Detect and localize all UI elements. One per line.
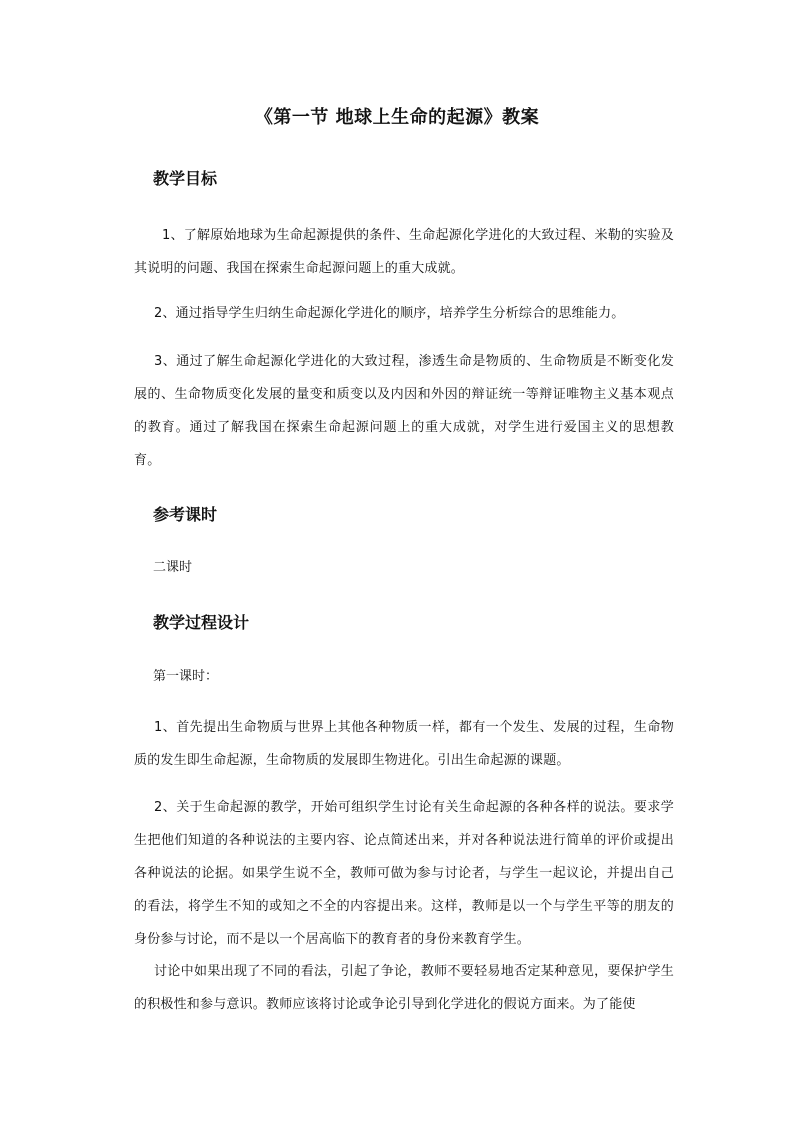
objective-item-1: 1、了解原始地球为生命起源提供的条件、生命起源化学进化的大致过程、米勒的实验及其说明的问题、我国在探索生命起源问题上的重大成就。 <box>134 228 674 276</box>
lesson-label: 第一课时： <box>153 669 219 684</box>
heading-teaching-process: 教学过程设计 <box>153 613 250 632</box>
objective-item-3: 3、通过了解生命起源化学进化的大致过程，渗透生命是物质的、生命物质是不断变化发展的、生命物质变化发展的量变和质变以及内因和外因的辩证统一等辩证唯物主义基本观点的教育。通过了解我国在探索生命起源问题上的重大成就，对学生进行爱国主义的思想教育。 <box>134 354 674 468</box>
heading-reference-hours: 参考课时 <box>153 505 218 524</box>
reference-hours-value: 二课时 <box>153 560 193 575</box>
process-item-2: 2、关于生命起源的教学，开始可组织学生讨论有关生命起源的各种各样的说法。要求学生把他们知道的各种说法的主要内容、论点简述出来，并对各种说法进行简单的评价或提出各种说法的论据。如果学生说不全，教师可做为参与讨论者，与学生一起议论，并提出自己的看法，将学生不知的或知之不全的内容提出来。这样，教师是以一个与学生平等的朋友的身份参与讨论，而不是以一个居高临下的教育者的身份来教育学生。 <box>134 800 674 947</box>
objective-item-2: 2、通过指导学生归纳生命起源化学进化的顺序，培养学生分析综合的思维能力。 <box>154 306 625 321</box>
process-item-1: 1、首先提出生命物质与世界上其他各种物质一样，都有一个发生、发展的过程，生命物质的发生即生命起源，生命物质的发展即生物进化。引出生命起源的课题。 <box>134 720 674 768</box>
document-title: 《第一节 地球上生命的起源》教案 <box>254 107 540 128</box>
process-item-3: 讨论中如果出现了不同的看法，引起了争论，教师不要轻易地否定某种意见，要保护学生的积极性和参与意识。教师应该将讨论或争论引导到化学进化的假说方面来。为了能使 <box>134 964 674 1012</box>
heading-teaching-objectives: 教学目标 <box>153 169 218 188</box>
